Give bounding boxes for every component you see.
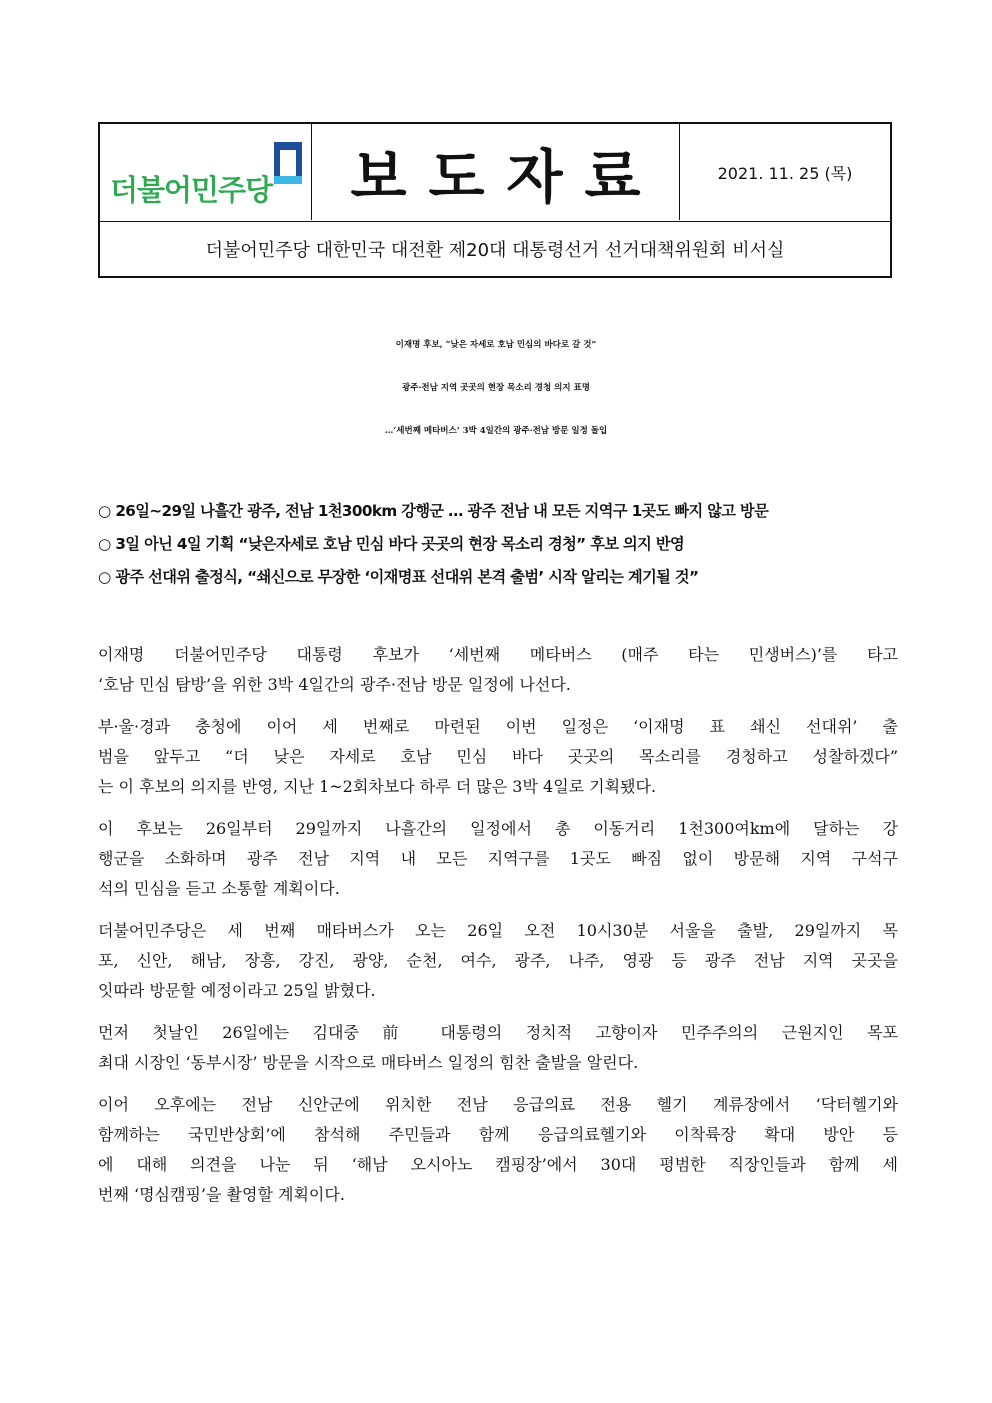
body-line: 최대 시장인 ‘동부시장’ 방문을 시작으로 매타버스 일정의 힘찬 출발을 알린다.	[98, 1053, 639, 1072]
body-line: 행군을 소화하며 광주 전남 지역 내 모든 지역구를 1곳도 빠짐 없이 방문해 지역 구석구	[98, 849, 898, 868]
headline-sub-1: 광주·전남 지역 곳곳의 현장 목소리 경청 의지 표명	[402, 383, 590, 393]
issuing-office: 더불어민주당 대한민국 대전환 제20대 대통령선거 선거대책위원회 비서실	[205, 239, 785, 261]
party-logo-text: 더불어민주당	[110, 173, 273, 207]
body-paragraph	[98, 712, 898, 802]
release-date: 2021. 11. 25 (목)	[717, 163, 853, 183]
body-line: 더불어민주당은 세 번째 매타버스가 오는 26일 오전 10시30분 서울을 출발, 29일까지 목	[98, 921, 898, 940]
headline-sub-2: …‘세번째 메타버스’ 3박 4일간의 광주·전남 방문 일정 돌입	[384, 426, 608, 436]
party-logo	[100, 124, 312, 220]
body-text	[98, 640, 898, 1222]
body-line: 먼저 첫날인 26일에는 김대중 前 대통령의 정치적 고향이자 민주주의의 근원지인 목포	[98, 1023, 898, 1042]
press-release-title-cell	[312, 124, 680, 220]
body-line: 이어 오후에는 전남 신안군에 위치한 전남 응급의료 전용 헬기 계류장에서 ‘닥터헬기와	[98, 1095, 898, 1114]
body-line: 석의 민심을 듣고 소통할 계획이다.	[98, 879, 340, 898]
body-paragraph	[98, 1090, 898, 1210]
body-line: 함께하는 국민반상회’에 참석해 주민들과 함께 응급의료헬기와 이착륙장 확대 방안 등	[98, 1125, 898, 1144]
body-line: 는 이 후보의 의지를 반영, 지난 1~2회차보다 하루 더 많은 3박 4일로 기획됐다.	[98, 777, 657, 796]
party-logo-icon	[272, 140, 304, 186]
body-line: 부·울·경과 충청에 이어 세 번째로 마련된 이번 일정은 ‘이재명 표 쇄신 선대위’ 출	[98, 717, 898, 736]
press-release-header	[98, 122, 892, 278]
body-line: 이재명 더불어민주당 대통령 후보가 ‘세번째 메타버스 (매주 타는 민생버스)’를 타고	[98, 645, 898, 664]
press-release-title: 보도자료	[350, 143, 663, 211]
body-line: 이 후보는 26일부터 29일까지 나흘간의 일정에서 총 이동거리 1천300여km에 달하는 강	[98, 819, 898, 838]
body-paragraph	[98, 1018, 898, 1078]
summary-bullet: ○ 3일 아닌 4일 기획 “낮은자세로 호남 민심 바다 곳곳의 현장 목소리 경청” 후보 의지 반영	[98, 535, 685, 553]
body-line: 에 대해 의견을 나눈 뒤 ‘해남 오시아노 캠핑장’에서 30대 평범한 직장인들과 함께 세	[98, 1155, 898, 1174]
summary-bullet: ○ 26일~29일 나흘간 광주, 전남 1천300km 강행군 … 광주 전남 내 모든 지역구 1곳도 빠지 않고 방문	[98, 502, 769, 520]
body-line: 범을 앞두고 “더 낮은 자세로 호남 민심 바다 곳곳의 목소리를 경청하고 성찰하겠다”	[98, 747, 898, 766]
headline-main: 이재명 후보, “낮은 자세로 호남 민심의 바다로 갈 것”	[395, 340, 597, 350]
body-line: 잇따라 방문할 예정이라고 25일 밝혔다.	[98, 981, 376, 1000]
body-line: 번째 ‘명심캠핑’을 촬영할 계획이다.	[98, 1185, 345, 1204]
summary-bullet: ○ 광주 선대위 출정식, “쇄신으로 무장한 ‘이재명표 선대위 본격 출범’ 시작 알리는 계기될 것”	[98, 568, 699, 586]
body-paragraph	[98, 916, 898, 1006]
header-top-row	[100, 124, 890, 222]
body-line: ‘호남 민심 탐방’을 위한 3박 4일간의 광주·전남 방문 일정에 나선다.	[98, 675, 571, 694]
summary-bullets	[98, 500, 892, 599]
body-line: 포, 신안, 해남, 장흥, 강진, 광양, 순천, 여수, 광주, 나주, 영광 등 광주 전남 지역 곳곳을	[98, 951, 898, 970]
body-paragraph	[98, 640, 898, 700]
body-paragraph	[98, 814, 898, 904]
